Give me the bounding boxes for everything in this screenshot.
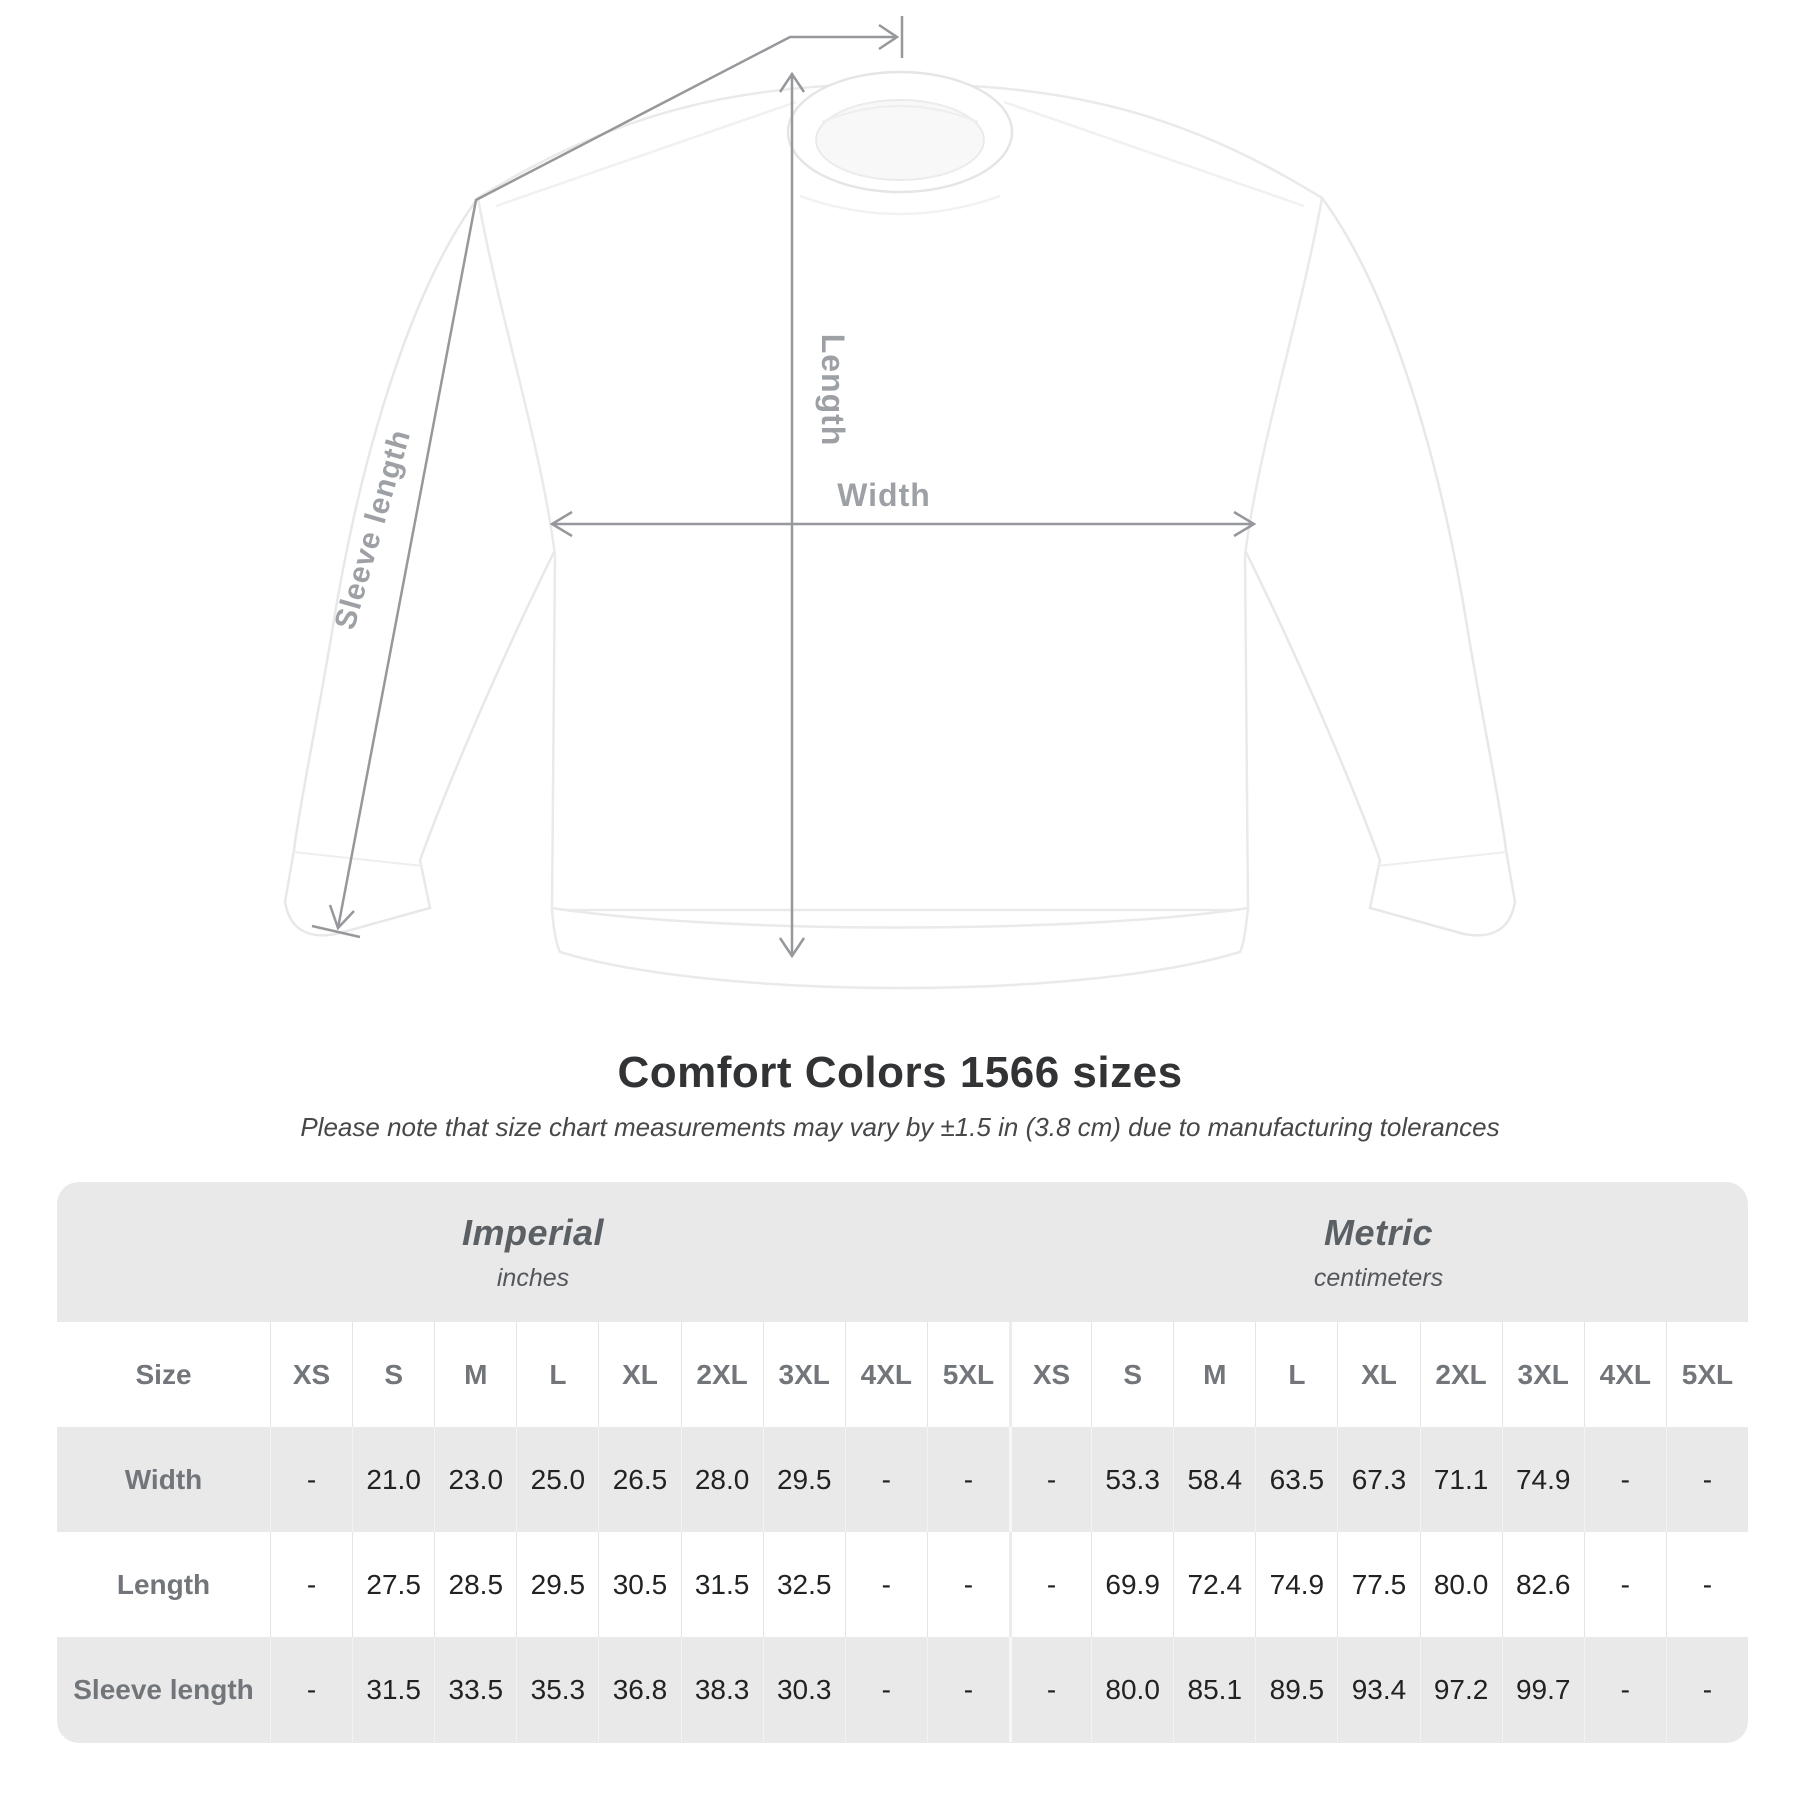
measurement-cell: 23.0 bbox=[434, 1427, 516, 1532]
size-table bbox=[57, 1182, 1748, 1743]
measurement-cell: - bbox=[1666, 1532, 1748, 1637]
row-label: Length bbox=[116, 1568, 211, 1600]
measurement-cell: - bbox=[270, 1532, 352, 1637]
measurement-cell: - bbox=[1584, 1637, 1666, 1742]
measurement-cell: 29.5 bbox=[763, 1427, 845, 1532]
size-column-header: XL bbox=[598, 1322, 680, 1427]
measurement-cell: 67.3 bbox=[1337, 1427, 1419, 1532]
measurement-cell: - bbox=[1009, 1427, 1091, 1532]
size-column-header: S bbox=[352, 1322, 434, 1427]
measurement-cell: 31.5 bbox=[681, 1532, 763, 1637]
measurement-cell: - bbox=[927, 1532, 1009, 1637]
imperial-header bbox=[57, 1182, 1009, 1322]
measurement-cell: - bbox=[1666, 1427, 1748, 1532]
measurement-cell: 38.3 bbox=[681, 1637, 763, 1742]
size-column-header: XL bbox=[1337, 1322, 1419, 1427]
metric-title: Metric bbox=[1323, 1211, 1434, 1253]
metric-unit: centimeters bbox=[1313, 1263, 1444, 1292]
measurement-cell: 30.5 bbox=[598, 1532, 680, 1637]
measurement-cell: 58.4 bbox=[1173, 1427, 1255, 1532]
measurement-cell: - bbox=[927, 1427, 1009, 1532]
size-column-header: L bbox=[516, 1322, 598, 1427]
measurement-cell: 80.0 bbox=[1091, 1637, 1173, 1742]
measurement-cell: 99.7 bbox=[1502, 1637, 1584, 1742]
page-title: Comfort Colors 1566 sizes bbox=[617, 1048, 1183, 1097]
measurement-cell: - bbox=[270, 1637, 352, 1742]
sweatshirt-image bbox=[285, 72, 1515, 988]
size-column-header: XS bbox=[1009, 1322, 1091, 1427]
sleeve-length-label: Sleeve length bbox=[328, 425, 418, 634]
measurement-row bbox=[57, 1532, 1748, 1637]
measurement-cell: 71.1 bbox=[1420, 1427, 1502, 1532]
waistband bbox=[552, 908, 1248, 988]
measurement-cell: 29.5 bbox=[516, 1532, 598, 1637]
measurement-cell: 74.9 bbox=[1502, 1427, 1584, 1532]
measurement-cell: - bbox=[1584, 1532, 1666, 1637]
size-column-header: S bbox=[1091, 1322, 1173, 1427]
measurement-cell: 33.5 bbox=[434, 1637, 516, 1742]
measurement-cell: - bbox=[845, 1427, 927, 1532]
measurement-row bbox=[57, 1427, 1748, 1532]
measurement-cell: 30.3 bbox=[763, 1637, 845, 1742]
measurement-cell: - bbox=[1009, 1532, 1091, 1637]
row-label: Sleeve length bbox=[73, 1673, 254, 1705]
measurement-cell: 63.5 bbox=[1255, 1427, 1337, 1532]
page-subtitle: Please note that size chart measurements may vary by ±1.5 in (3.8 cm) due to manufacturing tolerances bbox=[300, 1112, 1500, 1142]
size-column-header: 2XL bbox=[1420, 1322, 1502, 1427]
measurement-cell: 80.0 bbox=[1420, 1532, 1502, 1637]
size-column-header: XS bbox=[270, 1322, 352, 1427]
measurement-row bbox=[57, 1637, 1748, 1742]
imperial-title: Imperial bbox=[461, 1211, 605, 1253]
measurement-cell: 74.9 bbox=[1255, 1532, 1337, 1637]
measurement-cell: 89.5 bbox=[1255, 1637, 1337, 1742]
size-table-body bbox=[57, 1322, 1748, 1742]
measurement-cell: 97.2 bbox=[1420, 1637, 1502, 1742]
measurement-cell: 32.5 bbox=[763, 1532, 845, 1637]
measurement-cell: - bbox=[845, 1637, 927, 1742]
measurement-cell: - bbox=[270, 1427, 352, 1532]
size-column-header: M bbox=[1173, 1322, 1255, 1427]
measurement-cell: - bbox=[845, 1532, 927, 1637]
size-column-header: L bbox=[1255, 1322, 1337, 1427]
size-column-header: 5XL bbox=[1666, 1322, 1748, 1427]
measurement-cell: 25.0 bbox=[516, 1427, 598, 1532]
imperial-unit: inches bbox=[496, 1263, 570, 1292]
size-header-row bbox=[57, 1322, 1748, 1427]
size-column-header: 3XL bbox=[1502, 1322, 1584, 1427]
measurement-cell: 85.1 bbox=[1173, 1637, 1255, 1742]
collar-opening bbox=[816, 100, 984, 180]
size-corner-label: Size bbox=[135, 1358, 192, 1390]
metric-header bbox=[1009, 1182, 1748, 1322]
size-column-header: 5XL bbox=[927, 1322, 1009, 1427]
measurement-cell: 93.4 bbox=[1337, 1637, 1419, 1742]
row-label: Width bbox=[124, 1463, 203, 1495]
measurement-cell: 36.8 bbox=[598, 1637, 680, 1742]
measurement-cell: 53.3 bbox=[1091, 1427, 1173, 1532]
measurement-cell: 31.5 bbox=[352, 1637, 434, 1742]
measurement-cell: 72.4 bbox=[1173, 1532, 1255, 1637]
measurement-cell: - bbox=[927, 1637, 1009, 1742]
measurement-cell: 21.0 bbox=[352, 1427, 434, 1532]
measurement-cell: 69.9 bbox=[1091, 1532, 1173, 1637]
measurement-cell: 26.5 bbox=[598, 1427, 680, 1532]
size-column-header: 4XL bbox=[1584, 1322, 1666, 1427]
measurement-cell: 77.5 bbox=[1337, 1532, 1419, 1637]
size-column-header: 2XL bbox=[681, 1322, 763, 1427]
size-column-header: 3XL bbox=[763, 1322, 845, 1427]
measurement-cell: 27.5 bbox=[352, 1532, 434, 1637]
unit-header bbox=[57, 1182, 1748, 1322]
width-label: Width bbox=[837, 477, 931, 513]
size-column-header: M bbox=[434, 1322, 516, 1427]
size-column-header: 4XL bbox=[845, 1322, 927, 1427]
measurement-cell: - bbox=[1666, 1637, 1748, 1742]
measurement-cell: - bbox=[1584, 1427, 1666, 1532]
measurement-cell: - bbox=[1009, 1637, 1091, 1742]
measurement-cell: 28.0 bbox=[681, 1427, 763, 1532]
measurement-cell: 28.5 bbox=[434, 1532, 516, 1637]
measurement-cell: 35.3 bbox=[516, 1637, 598, 1742]
measurement-cell: 82.6 bbox=[1502, 1532, 1584, 1637]
length-label: Length bbox=[815, 333, 851, 447]
